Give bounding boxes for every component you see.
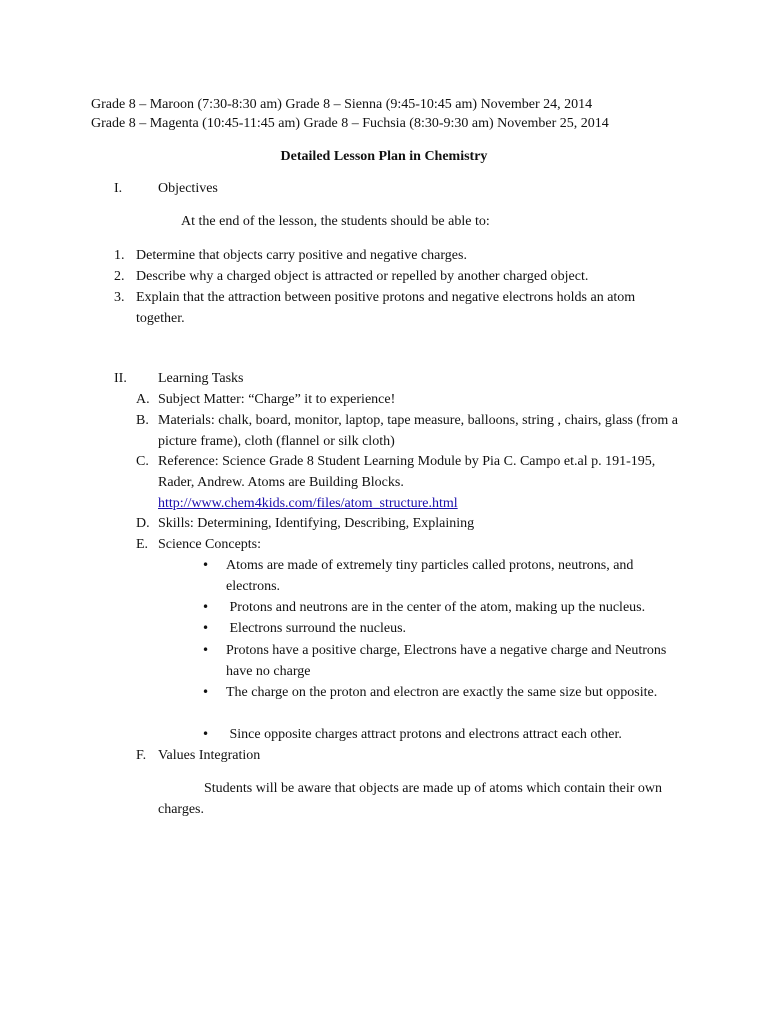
list-letter: D. bbox=[136, 516, 150, 531]
list-item-text: Describe why a charged object is attracted or repelled by another charged object. bbox=[136, 269, 589, 284]
bullet-icon: • bbox=[202, 600, 210, 614]
bullet-text: The charge on the proton and electron are exactly the same size but opposite. bbox=[226, 685, 658, 700]
list-item-text bbox=[158, 451, 681, 514]
schedule-line-2: Grade 8 – Magenta (10:45-11:45 am) Grade 8 – Fuchsia (8:30-9:30 am) November 25, 2014 bbox=[91, 116, 609, 131]
reference-text: Reference: Science Grade 8 Student Learning Module by Pia C. Campo et.al p. 191-195, Rader, Andrew. Atoms are Building Blocks. bbox=[158, 454, 656, 490]
list-letter: C. bbox=[136, 454, 149, 469]
section-numeral: I. bbox=[114, 181, 123, 196]
list-item-text: Skills: Determining, Identifying, Describing, Explaining bbox=[158, 516, 475, 531]
list-item-text: Materials: chalk, board, monitor, laptop, tape measure, balloons, string , chairs, glass (from a picture frame), cloth (flannel or silk cloth) bbox=[158, 413, 679, 449]
bullet-text: Protons have a positive charge, Electrons have a negative charge and Neutrons have no charge bbox=[226, 643, 667, 679]
list-item-text: Values Integration bbox=[158, 748, 261, 763]
list-letter: E. bbox=[136, 537, 149, 552]
section-heading: Objectives bbox=[158, 181, 218, 196]
section-numeral: II. bbox=[114, 371, 127, 386]
list-letter: F. bbox=[136, 748, 147, 763]
list-letter: A. bbox=[136, 392, 150, 407]
bullet-text: Protons and neutrons are in the center of the atom, making up the nucleus. bbox=[226, 600, 646, 615]
page-title: Detailed Lesson Plan in Chemistry bbox=[280, 149, 488, 164]
bullet-icon: • bbox=[202, 643, 210, 657]
list-letter: B. bbox=[136, 413, 149, 428]
list-item-text: Science Concepts: bbox=[158, 537, 262, 552]
bullet-text: Atoms are made of extremely tiny particles called protons, neutrons, and electrons. bbox=[226, 558, 634, 594]
objectives-intro: At the end of the lesson, the students should be able to: bbox=[181, 214, 490, 229]
list-number: 2. bbox=[114, 269, 125, 284]
reference-link[interactable]: http://www.chem4kids.com/files/atom_structure.html bbox=[158, 496, 458, 511]
bullet-icon: • bbox=[202, 621, 210, 635]
list-number: 1. bbox=[114, 248, 125, 263]
bullet-text: Electrons surround the nucleus. bbox=[226, 621, 407, 636]
bullet-text: Since opposite charges attract protons and electrons attract each other. bbox=[226, 727, 622, 742]
list-item-text: Determine that objects carry positive and negative charges. bbox=[136, 248, 467, 263]
list-number: 3. bbox=[114, 290, 125, 305]
bullet-icon: • bbox=[202, 727, 210, 741]
list-item-text: Subject Matter: “Charge” it to experience! bbox=[158, 392, 396, 407]
bullet-icon: • bbox=[202, 685, 210, 699]
values-paragraph: Students will be aware that objects are made up of atoms which contain their own charges. bbox=[158, 781, 662, 817]
schedule-line-1: Grade 8 – Maroon (7:30-8:30 am) Grade 8 – Sienna (9:45-10:45 am) November 24, 2014 bbox=[91, 97, 593, 112]
section-heading: Learning Tasks bbox=[158, 371, 244, 386]
bullet-icon: • bbox=[202, 558, 210, 572]
list-item-text: Explain that the attraction between positive protons and negative electrons holds an atom together. bbox=[136, 290, 636, 326]
